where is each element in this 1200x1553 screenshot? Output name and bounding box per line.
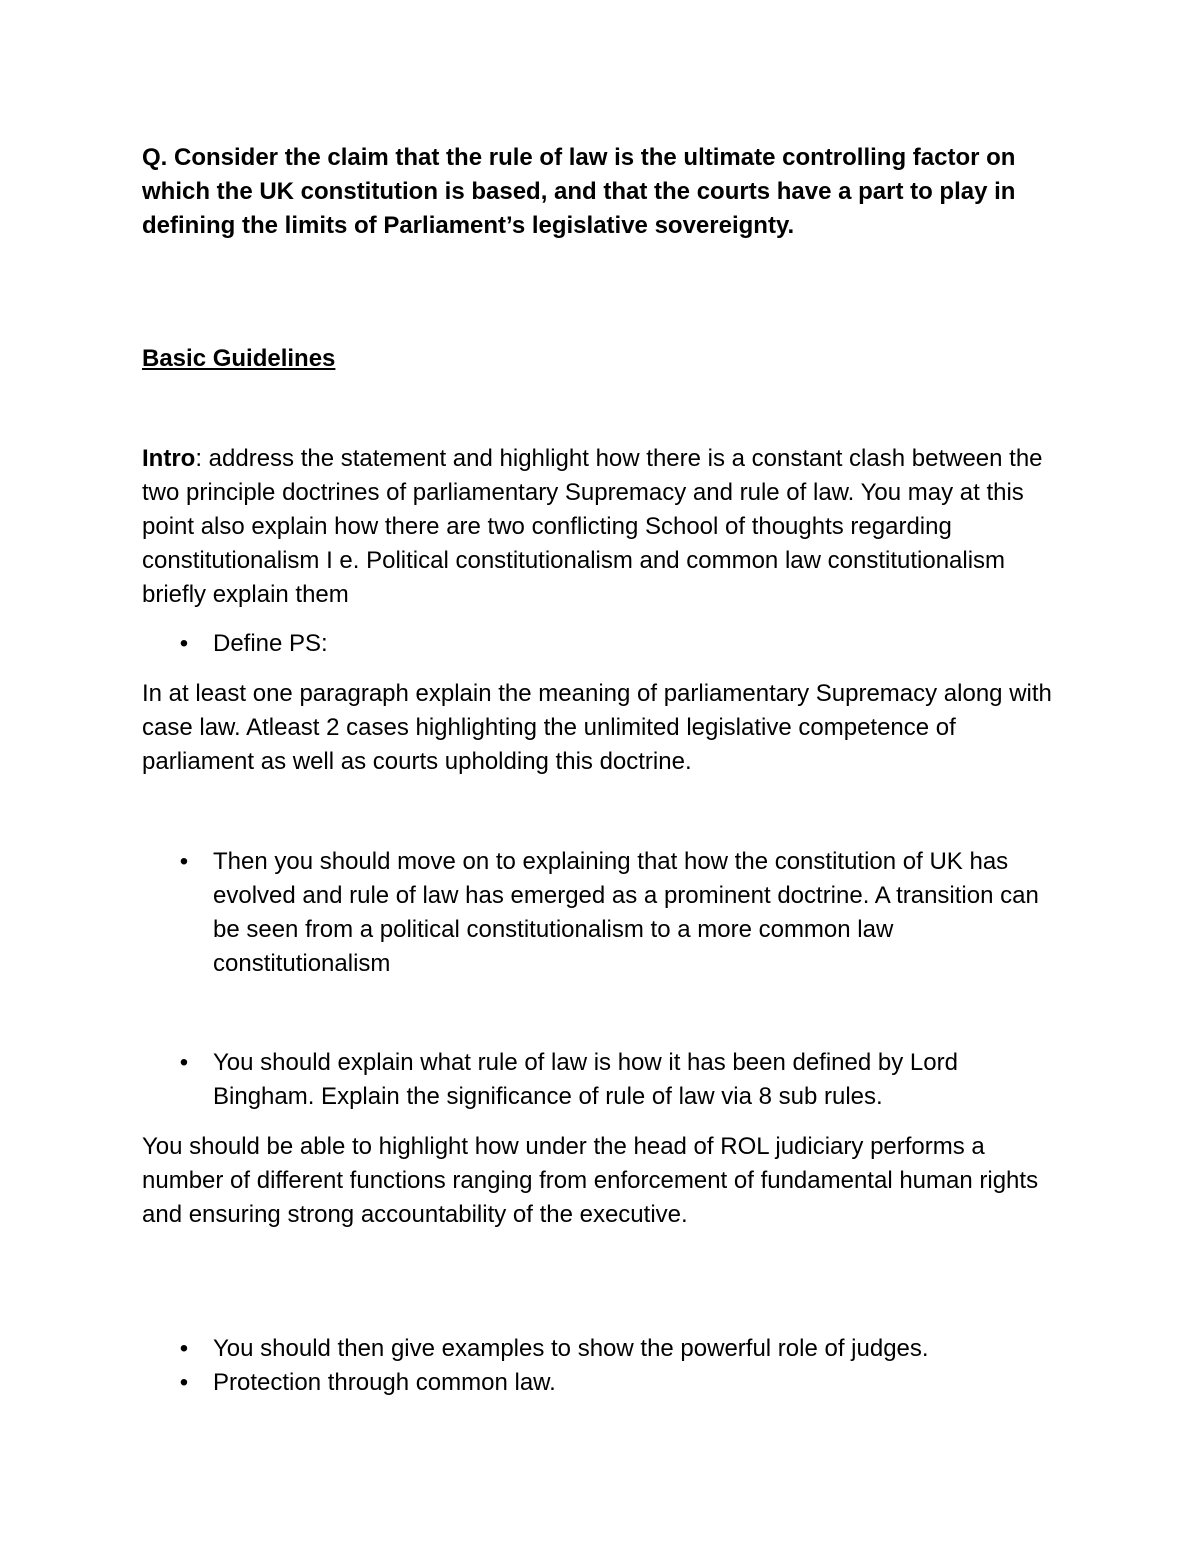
bullet-text: Protection through common law. [213,1369,556,1396]
bullet-icon: • [179,848,189,875]
bullet-text: You should then give examples to show the powerful role of judges. [213,1335,929,1362]
bullet-icon: • [179,1049,189,1076]
bullet-item-rule-of-law [142,1046,1062,1114]
bullet-item-judges [142,1332,1062,1366]
judiciary-paragraph: You should be able to highlight how under the head of ROL judiciary performs a number of different functions ranging from enforcement of fundamental human rights and ensuring strong accountability of the executive. [142,1133,1039,1228]
bullet-text: You should explain what rule of law is how it has been defined by Lord Bingham. Explain the significance of rule of law via 8 sub rules. [213,1049,958,1110]
bullet-text: Then you should move on to explaining that how the constitution of UK has evolved and rule of law has emerged as a prominent doctrine. A transition can be seen from a political constitutionalism to a more common law constitutionalism [213,848,1039,977]
bullet-icon: • [179,1335,189,1362]
ps-paragraph: In at least one paragraph explain the meaning of parliamentary Supremacy along with case law. Atleast 2 cases highlighting the unlimited legislative competence of parliament as well as courts upholding this doctrine. [142,680,1052,775]
question-text: Q. Consider the claim that the rule of law is the ultimate controlling factor on which the UK constitution is based, and that the courts have a part to play in defining the limits of Parliament’s legislative sovereignty. [142,144,1016,239]
section-heading: Basic Guidelines [142,345,336,372]
bullet-item-transition [142,845,1062,981]
bullet-text: Define PS: [213,630,328,657]
bullet-icon: • [179,630,189,657]
intro-text: : address the statement and highlight how there is a constant clash between the two principle doctrines of parliamentary Supremacy and rule of law. You may at this point also explain how there are two conflicting School of thoughts regarding constitutionalism I e. Political constitutionalism and common law constitutionalism briefly explain them [142,445,1043,608]
bullet-item-define-ps [142,627,1062,661]
intro-paragraph [142,442,1072,612]
bullet-icon: • [179,1369,189,1396]
bullet-item-common-law [142,1366,1062,1400]
intro-label: Intro [142,445,196,472]
